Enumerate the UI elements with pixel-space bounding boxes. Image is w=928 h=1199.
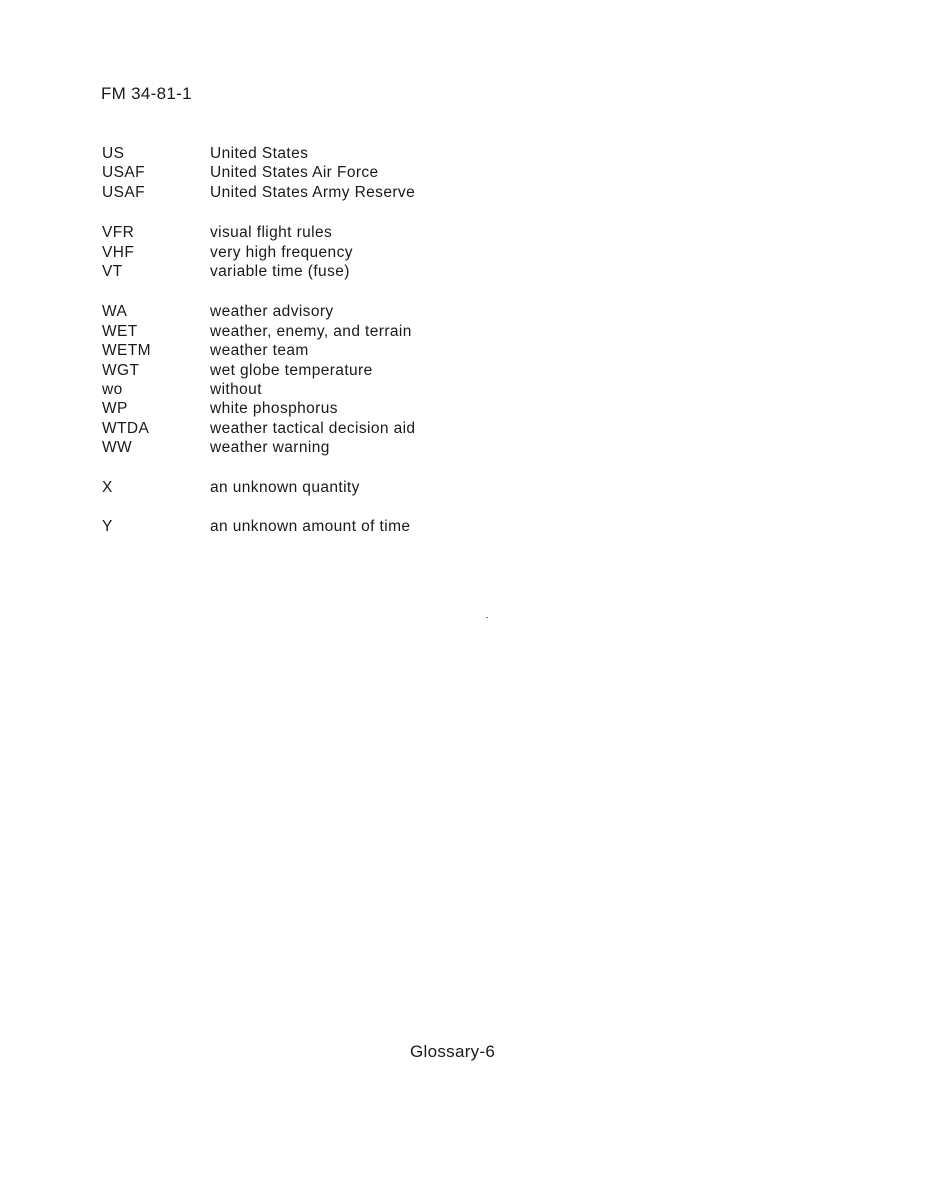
glossary-definition: weather, enemy, and terrain xyxy=(210,322,412,340)
glossary-definition: without xyxy=(210,380,262,398)
glossary-term: X xyxy=(102,479,113,497)
glossary-list xyxy=(102,144,522,555)
glossary-entry xyxy=(102,262,522,281)
glossary-term: WGT xyxy=(102,361,140,379)
glossary-term: USAF xyxy=(102,183,145,201)
glossary-term: WW xyxy=(102,439,133,457)
glossary-term: US xyxy=(102,145,125,162)
glossary-entry xyxy=(102,517,522,536)
glossary-definition: United States Army Reserve xyxy=(210,183,416,201)
glossary-entry xyxy=(102,163,522,182)
glossary-entry xyxy=(102,183,522,202)
glossary-term: WA xyxy=(102,303,128,321)
glossary-entry xyxy=(102,144,522,163)
glossary-entry xyxy=(102,478,522,497)
glossary-definition: very high frequency xyxy=(210,243,353,261)
glossary-definition: weather tactical decision aid xyxy=(210,419,416,437)
glossary-entry xyxy=(102,399,522,418)
glossary-group-w xyxy=(102,302,522,457)
glossary-term: Y xyxy=(102,517,113,535)
glossary-entry xyxy=(102,341,522,360)
glossary-definition: wet globe temperature xyxy=(210,361,373,379)
glossary-term: WET xyxy=(102,322,138,340)
glossary-definition: an unknown quantity xyxy=(210,479,360,497)
glossary-entry xyxy=(102,361,522,380)
glossary-term: WETM xyxy=(102,342,151,360)
glossary-group-u xyxy=(102,144,522,202)
glossary-term: VT xyxy=(102,262,123,280)
glossary-definition: weather advisory xyxy=(210,303,334,321)
glossary-group-x xyxy=(102,478,522,497)
glossary-definition: weather warning xyxy=(210,439,330,457)
glossary-term: WTDA xyxy=(102,419,150,437)
scan-speck xyxy=(486,617,488,618)
glossary-definition: United States Air Force xyxy=(210,164,379,182)
page-number: Glossary-6 xyxy=(410,1042,496,1061)
glossary-entry xyxy=(102,243,522,262)
glossary-group-y xyxy=(102,517,522,536)
glossary-definition: variable time (fuse) xyxy=(210,262,350,280)
document-number: FM 34-81-1 xyxy=(101,84,192,103)
glossary-definition: weather team xyxy=(210,342,309,360)
glossary-entry xyxy=(102,419,522,438)
glossary-term: wo xyxy=(102,380,123,398)
glossary-group-v xyxy=(102,223,522,281)
glossary-term: VFR xyxy=(102,224,135,242)
glossary-entry xyxy=(102,380,522,399)
glossary-definition: white phosphorus xyxy=(210,400,338,418)
glossary-entry xyxy=(102,438,522,457)
glossary-term: USAF xyxy=(102,164,145,182)
glossary-definition: United States xyxy=(210,145,309,162)
glossary-term: WP xyxy=(102,400,128,418)
glossary-term: VHF xyxy=(102,243,135,261)
glossary-definition: an unknown amount of time xyxy=(210,517,411,535)
glossary-entry xyxy=(102,322,522,341)
glossary-definition: visual flight rules xyxy=(210,224,333,242)
glossary-entry xyxy=(102,223,522,242)
glossary-entry xyxy=(102,302,522,321)
